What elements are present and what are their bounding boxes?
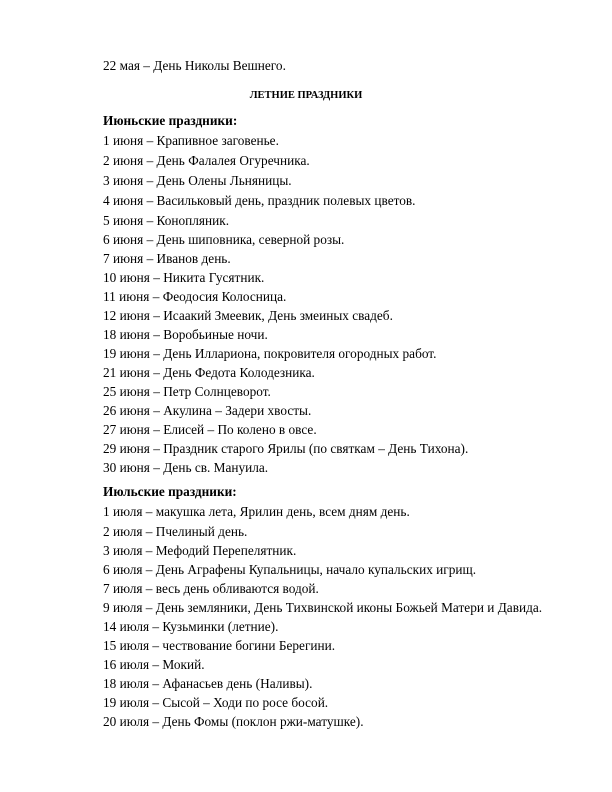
- list-item: 3 июля – Мефодий Перепелятник.: [103, 543, 297, 558]
- list-item: 30 июня – День св. Мануила.: [103, 460, 269, 475]
- list-item: 29 июня – Праздник старого Ярилы (по святкам – День Тихона).: [103, 441, 469, 456]
- list-item: 2 июня – День Фалалея Огуречника.: [103, 153, 310, 168]
- list-item: 11 июня – Феодосия Колосница.: [103, 289, 287, 304]
- intro-line: 22 мая – День Николы Вешнего.: [103, 58, 286, 73]
- list-item: 3 июня – День Олены Льняницы.: [103, 173, 292, 188]
- july-heading: Июльские праздники:: [103, 484, 237, 499]
- list-item: 9 июля – День земляники, День Тихвинской иконы Божьей Матери и Давида.: [103, 600, 543, 615]
- list-item: 14 июля – Кузьминки (летние).: [103, 619, 279, 634]
- list-item: 18 июля – Афанасьев день (Наливы).: [103, 676, 313, 691]
- list-item: 25 июня – Петр Солнцеворот.: [103, 384, 271, 399]
- list-item: 7 июля – весь день обливаются водой.: [103, 581, 319, 596]
- list-item: 2 июля – Пчелиный день.: [103, 524, 248, 539]
- june-heading: Июньские праздники:: [103, 113, 238, 128]
- list-item: 12 июня – Исаакий Змеевик, День змеиных свадеб.: [103, 308, 393, 323]
- list-item: 4 июня – Васильковый день, праздник полевых цветов.: [103, 193, 416, 208]
- list-item: 7 июня – Иванов день.: [103, 251, 231, 266]
- list-item: 1 июля – макушка лета, Ярилин день, всем дням день.: [103, 504, 410, 519]
- section-heading: ЛЕТНИЕ ПРАЗДНИКИ: [249, 90, 363, 101]
- list-item: 1 июня – Крапивное заговенье.: [103, 133, 279, 148]
- list-item: 18 июня – Воробьиные ночи.: [103, 327, 268, 342]
- list-item: 5 июня – Конопляник.: [103, 213, 230, 228]
- list-item: 26 июня – Акулина – Задери хвосты.: [103, 403, 312, 418]
- list-item: 19 июля – Сысой – Ходи по росе босой.: [103, 695, 329, 710]
- list-item: 10 июня – Никита Гусятник.: [103, 270, 265, 285]
- list-item: 6 июня – День шиповника, северной розы.: [103, 232, 345, 247]
- list-item: 27 июня – Елисей – По колено в овсе.: [103, 422, 317, 437]
- list-item: 15 июля – чествование богини Берегини.: [103, 638, 336, 653]
- list-item: 21 июня – День Федота Колодезника.: [103, 365, 315, 380]
- list-item: 16 июля – Мокий.: [103, 657, 205, 672]
- list-item: 19 июня – День Иллариона, покровителя огородных работ.: [103, 346, 437, 361]
- list-item: 20 июля – День Фомы (поклон ржи-матушке).: [103, 714, 364, 729]
- list-item: 6 июля – День Аграфены Купальницы, начало купальских игрищ.: [103, 562, 477, 577]
